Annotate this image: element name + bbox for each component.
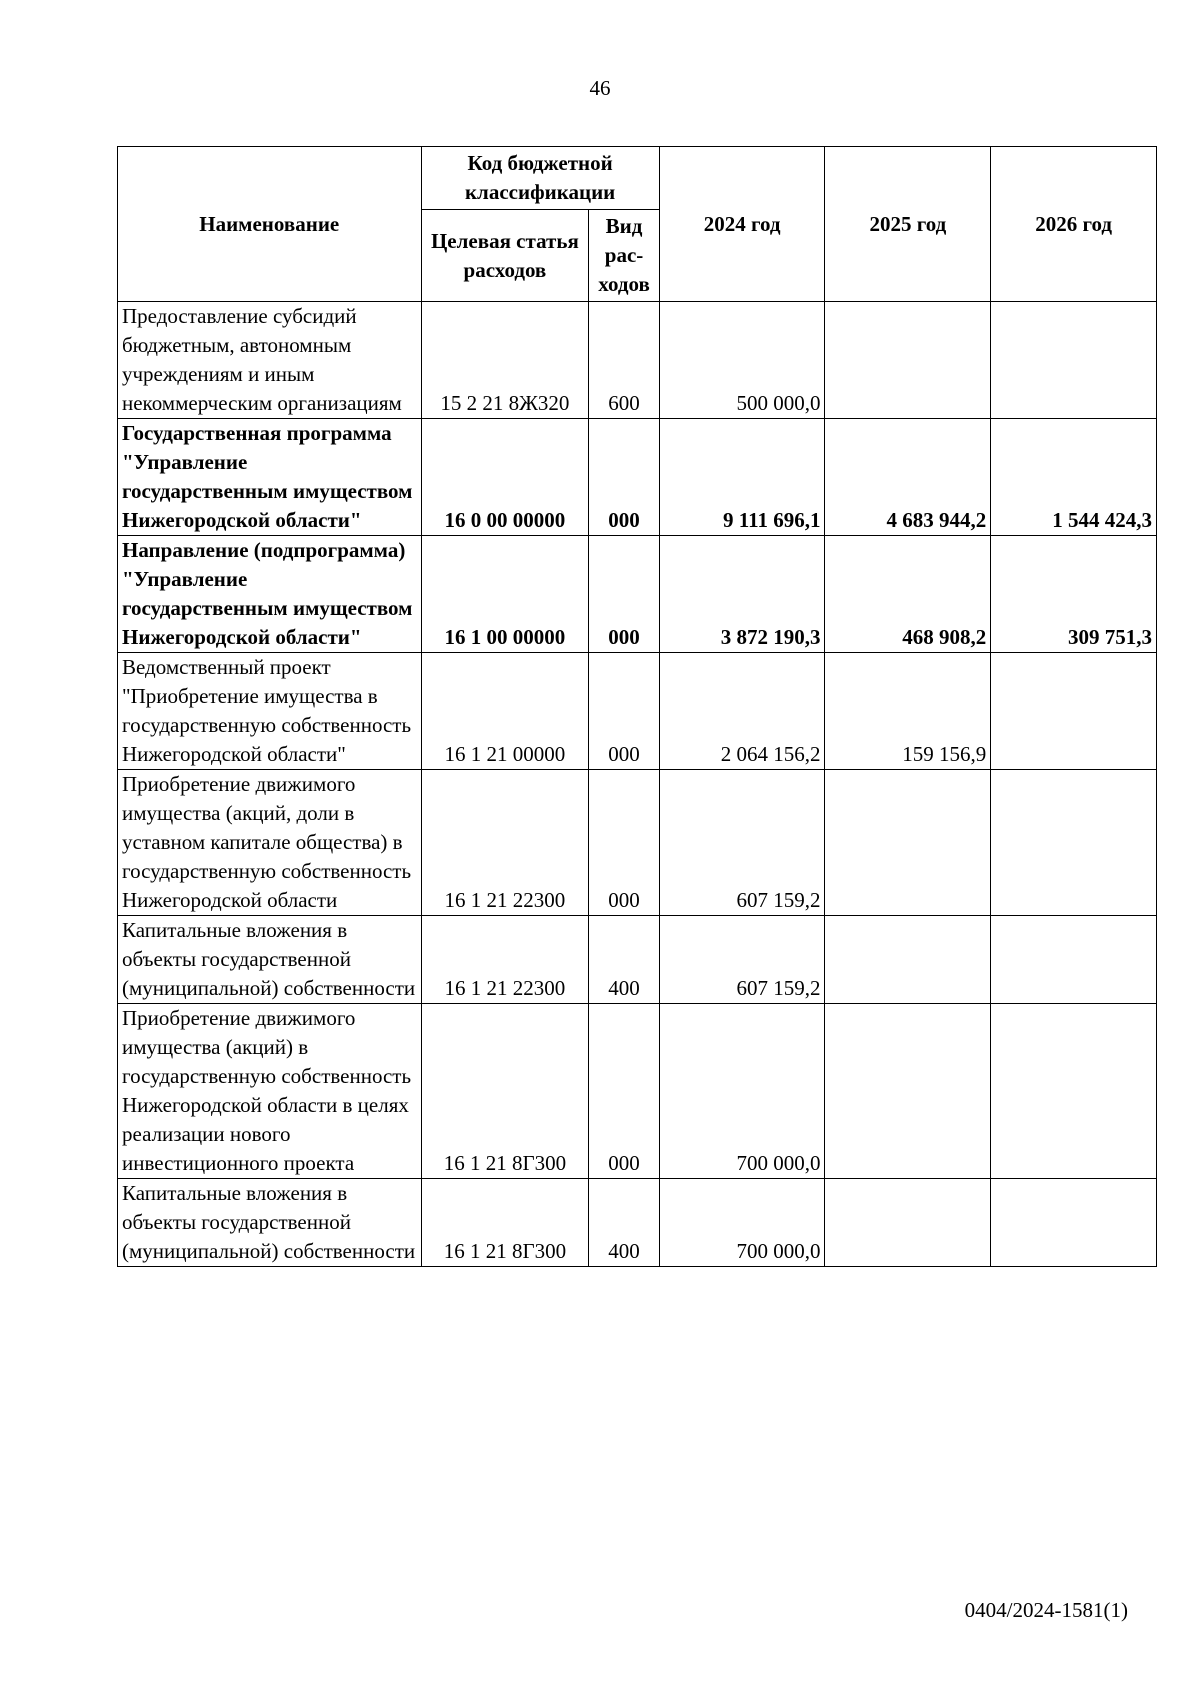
row-name: Направление (подпрограмма) "Управление государственным имуществом Нижегородской области" <box>118 536 422 653</box>
header-2025: 2025 год <box>825 147 991 302</box>
row-value-2025: 159 156,9 <box>825 653 991 770</box>
row-value-2026 <box>991 1179 1157 1267</box>
row-value-2024: 500 000,0 <box>659 302 825 419</box>
row-value-2025 <box>825 302 991 419</box>
table-row <box>118 916 1157 1004</box>
header-name: Наименование <box>118 147 422 302</box>
row-target-code: 16 1 21 8Г300 <box>421 1004 589 1179</box>
header-2024: 2024 год <box>659 147 825 302</box>
row-expense-type: 000 <box>589 419 659 536</box>
row-name: Государственная программа "Управление государственным имуществом Нижегородской области" <box>118 419 422 536</box>
row-value-2024: 607 159,2 <box>659 916 825 1004</box>
table-row <box>118 419 1157 536</box>
row-expense-type: 000 <box>589 770 659 916</box>
document-number: 0404/2024-1581(1) <box>964 1598 1128 1622</box>
row-value-2024: 607 159,2 <box>659 770 825 916</box>
row-expense-type: 400 <box>589 1179 659 1267</box>
row-value-2026 <box>991 1004 1157 1179</box>
header-expense-type: Вид рас-ходов <box>589 210 659 302</box>
row-value-2025 <box>825 1004 991 1179</box>
row-value-2025 <box>825 916 991 1004</box>
row-value-2024: 700 000,0 <box>659 1004 825 1179</box>
row-target-code: 16 1 21 8Г300 <box>421 1179 589 1267</box>
row-name: Ведомственный проект "Приобретение имущества в государственную собственность Нижегородской области" <box>118 653 422 770</box>
header-target-article: Целевая статья расходов <box>421 210 589 302</box>
row-expense-type: 000 <box>589 536 659 653</box>
row-value-2026: 1 544 424,3 <box>991 419 1157 536</box>
row-expense-type: 000 <box>589 1004 659 1179</box>
row-name: Приобретение движимого имущества (акций, доли в уставном капитале общества) в государственную собственность Нижегородской области <box>118 770 422 916</box>
row-value-2026 <box>991 770 1157 916</box>
table-row <box>118 536 1157 653</box>
row-expense-type: 600 <box>589 302 659 419</box>
page-number: 46 <box>589 76 611 100</box>
row-expense-type: 000 <box>589 653 659 770</box>
header-row-1 <box>118 147 1157 210</box>
row-target-code: 15 2 21 8Ж320 <box>421 302 589 419</box>
budget-table <box>117 146 1157 1267</box>
table-row <box>118 770 1157 916</box>
row-value-2024: 3 872 190,3 <box>659 536 825 653</box>
row-target-code: 16 1 00 00000 <box>421 536 589 653</box>
row-value-2025: 4 683 944,2 <box>825 419 991 536</box>
row-target-code: 16 1 21 00000 <box>421 653 589 770</box>
row-value-2026 <box>991 916 1157 1004</box>
row-name: Приобретение движимого имущества (акций) в государственную собственность Нижегородской области в целях реализации нового инвестиционного проекта <box>118 1004 422 1179</box>
row-value-2024: 9 111 696,1 <box>659 419 825 536</box>
table-row <box>118 1179 1157 1267</box>
row-target-code: 16 1 21 22300 <box>421 916 589 1004</box>
row-expense-type: 400 <box>589 916 659 1004</box>
row-value-2025 <box>825 1179 991 1267</box>
row-target-code: 16 0 00 00000 <box>421 419 589 536</box>
row-value-2025: 468 908,2 <box>825 536 991 653</box>
row-name: Капитальные вложения в объекты государственной (муниципальной) собственности <box>118 916 422 1004</box>
table-row <box>118 1004 1157 1179</box>
table-row <box>118 302 1157 419</box>
header-code-group: Код бюджетной классификации <box>421 147 659 210</box>
row-value-2026: 309 751,3 <box>991 536 1157 653</box>
row-value-2026 <box>991 653 1157 770</box>
row-target-code: 16 1 21 22300 <box>421 770 589 916</box>
row-name: Предоставление субсидий бюджетным, автономным учреждениям и иным некоммерческим организациям <box>118 302 422 419</box>
header-2026: 2026 год <box>991 147 1157 302</box>
row-value-2024: 2 064 156,2 <box>659 653 825 770</box>
row-value-2025 <box>825 770 991 916</box>
row-value-2024: 700 000,0 <box>659 1179 825 1267</box>
table-row <box>118 653 1157 770</box>
row-name: Капитальные вложения в объекты государственной (муниципальной) собственности <box>118 1179 422 1267</box>
row-value-2026 <box>991 302 1157 419</box>
